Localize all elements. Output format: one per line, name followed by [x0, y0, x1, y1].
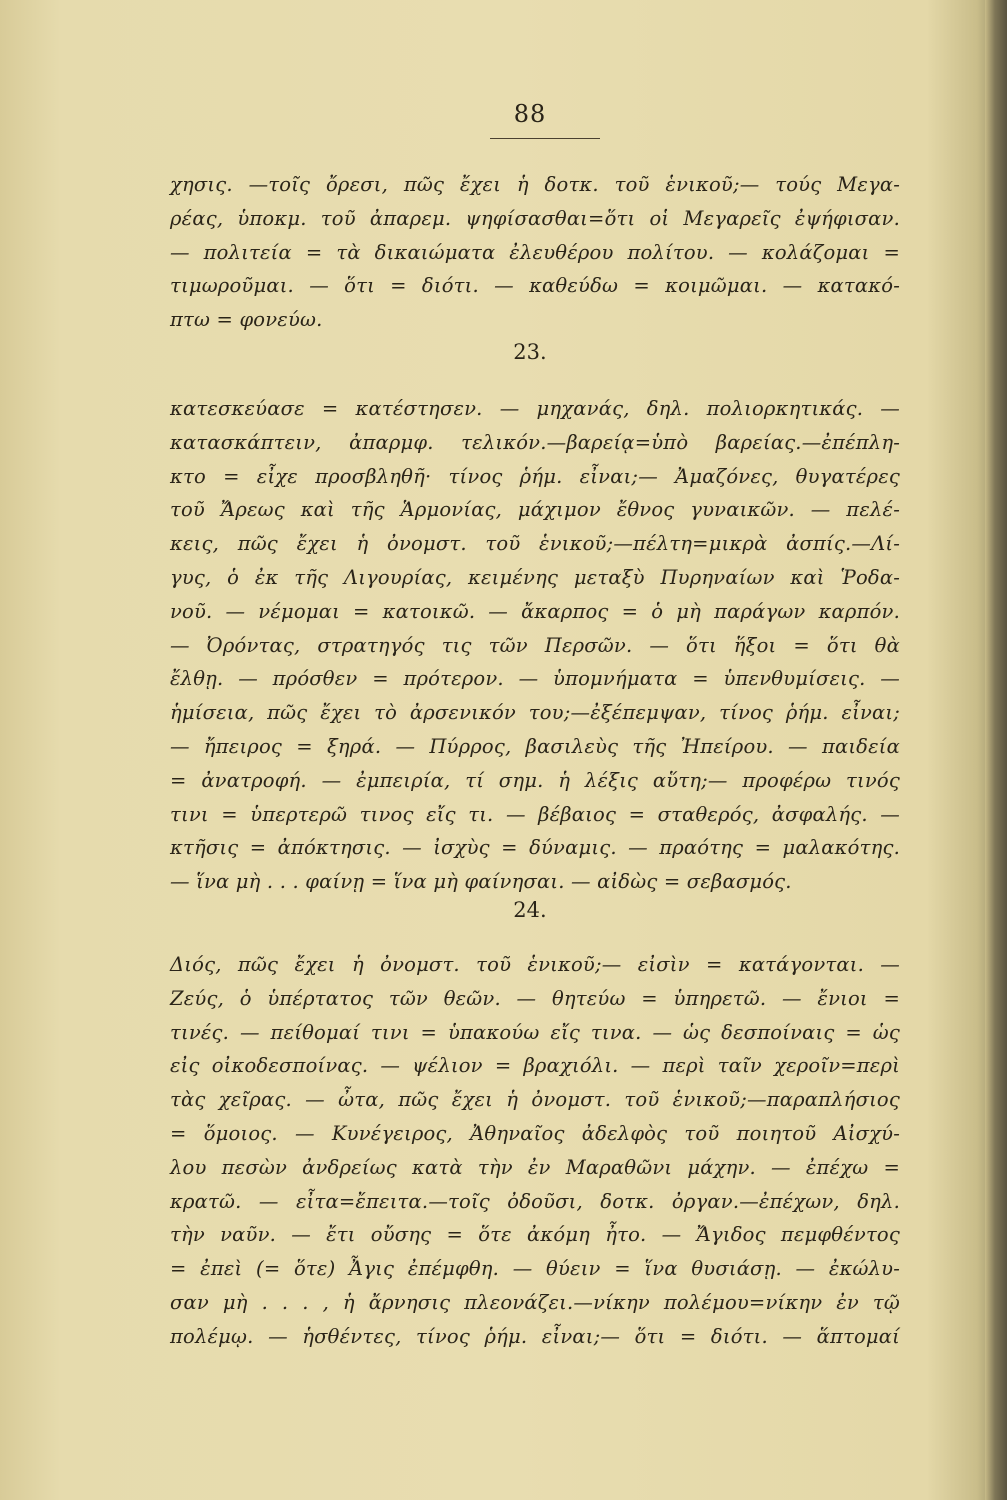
text-line: σαν μὴ . . . , ἡ ἄρνησις πλεονάζει.—νίκην πολέμου=νίκην ἐν τῷ	[170, 1290, 900, 1314]
text-line: νοῦ. — νέμομαι = κατοικῶ. — ἄκαρπος = ὁ μὴ παράγων καρπόν.	[170, 599, 900, 623]
text-line: = ὅμοιος. — Κυνέγειρος, Ἀθηναῖος ἀδελφὸς τοῦ ποιητοῦ Αἰσχύ-	[170, 1121, 900, 1145]
text-line: τινές. — πείθομαί τινι = ὑπακούω εἴς τινα. — ὡς δεσποίναις = ὡς	[170, 1020, 900, 1044]
text-line: Διός, πῶς ἔχει ἡ ὀνομστ. τοῦ ἑνικοῦ;— εἰσὶν = κατάγονται. —	[170, 953, 900, 976]
section-heading-24: 24.	[513, 898, 547, 922]
page-number: 88	[513, 100, 547, 128]
text-line: τιμωροῦμαι. — ὅτι = διότι. — καθεύδω = κοιμῶμαι. — κατακό-	[170, 274, 900, 298]
text-line: πολέμῳ. — ἡσθέντες, τίνος ῥήμ. εἶναι;— ὅτι = διότι. — ἅπτομαί	[170, 1324, 900, 1348]
section-23-paragraph	[170, 392, 900, 899]
text-line: ἔλθῃ. — πρόσθεν = πρότερον. — ὑπομνήματα = ὑπενθυμίσεις. —	[170, 667, 900, 691]
text-line: κτῆσις = ἀπόκτησις. — ἰσχὺς = δύναμις. — πραότης = μαλακότης.	[170, 836, 900, 860]
text-line: κεις, πῶς ἔχει ἡ ὀνομστ. τοῦ ἑνικοῦ;—πέλτη=μικρὰ ἀσπίς.—Λί-	[170, 532, 900, 556]
text-line: = ἐπεὶ (= ὅτε) Ἆγις ἐπέμφθη. — θύειν = ἵνα θυσιάσῃ. — ἐκώλυ-	[170, 1257, 900, 1281]
text-line: — πολιτεία = τὰ δικαιώματα ἐλευθέρου πολίτου. — κολάζομαι =	[170, 240, 900, 264]
text-line: κρατῶ. — εἶτα=ἔπειτα.—τοῖς ὀδοῦσι, δοτκ. ὀργαν.—ἐπέχων, δηλ.	[170, 1189, 900, 1213]
intro-paragraph	[170, 168, 900, 337]
page-edge	[985, 0, 1007, 1500]
section-24-paragraph	[170, 948, 900, 1354]
text-line: ρέας, ὑποκμ. τοῦ ἀπαρεμ. ψηφίσασθαι=ὅτι οἱ Μεγαρεῖς ἐψήφισαν.	[170, 206, 900, 230]
text-line: Ζεύς, ὁ ὑπέρτατος τῶν θεῶν. — θητεύω = ὑπηρετῶ. — ἔνιοι =	[170, 986, 900, 1010]
section-heading-23: 23.	[513, 340, 547, 364]
text-line: γυς, ὁ ἐκ τῆς Λιγουρίας, κειμένης μεταξὺ Πυρηναίων καὶ Ῥοδα-	[170, 565, 900, 589]
text-line: πτω = φονεύω.	[170, 308, 323, 332]
text-line: κτο = εἶχε προσβληθῆ· τίνος ῥήμ. εἶναι;— Ἀμαζόνες, θυγατέρες	[170, 464, 900, 488]
text-line: — ἤπειρος = ξηρά. — Πύρρος, βασιλεὺς τῆς Ἠπείρου. — παιδεία	[170, 734, 900, 758]
text-line: κατασκάπτειν, ἀπαρμφ. τελικόν.—βαρείᾳ=ὑπὸ βαρείας.—ἐπέπλη-	[170, 430, 900, 454]
text-line: χησις. —τοῖς ὄρεσι, πῶς ἔχει ἡ δοτκ. τοῦ ἑνικοῦ;— τούς Μεγα-	[170, 173, 900, 196]
text-line: = ἀνατροφή. — ἐμπειρία, τί σημ. ἡ λέξις αὕτη;— προφέρω τινός	[170, 768, 900, 792]
text-line: εἰς οἰκοδεσποίνας. — ψέλιον = βραχιόλι. — περὶ ταῖν χεροῖν=περὶ	[170, 1054, 900, 1078]
text-line: τοῦ Ἄρεως καὶ τῆς Ἁρμονίας, μάχιμον ἔθνος γυναικῶν. — πελέ-	[170, 498, 900, 522]
text-line: τὴν ναῦν. — ἔτι οὔσης = ὅτε ἀκόμη ἦτο. — Ἄγιδος πεμφθέντος	[170, 1223, 900, 1247]
text-line: λου πεσὼν ἀνδρείως κατὰ τὴν ἐν Μαραθῶνι μάχην. — ἐπέχω =	[170, 1155, 900, 1179]
text-line: τὰς χεῖρας. — ὦτα, πῶς ἔχει ἡ ὀνομστ. τοῦ ἑνικοῦ;—παραπλήσιος	[170, 1088, 900, 1112]
text-line: — Ὀρόντας, στρατηγός τις τῶν Περσῶν. — ὅτι ἥξοι = ὅτι θὰ	[170, 633, 900, 657]
text-line: κατεσκεύασε = κατέστησεν. — μηχανάς, δηλ. πολιορκητικάς. —	[170, 397, 900, 420]
text-line: — ἵνα μὴ . . . φαίνῃ = ἵνα μὴ φαίνησαι. — αἰδὼς = σεβασμός.	[170, 870, 792, 894]
text-line: ἡμίσεια, πῶς ἔχει τὸ ἀρσενικόν του;—ἐξέπεμψαν, τίνος ῥήμ. εἶναι;	[170, 701, 900, 725]
text-line: τινι = ὑπερτερῶ τινος εἴς τι. — βέβαιος = σταθερός, ἀσφαλής. —	[170, 802, 900, 826]
header-rule	[490, 138, 600, 139]
